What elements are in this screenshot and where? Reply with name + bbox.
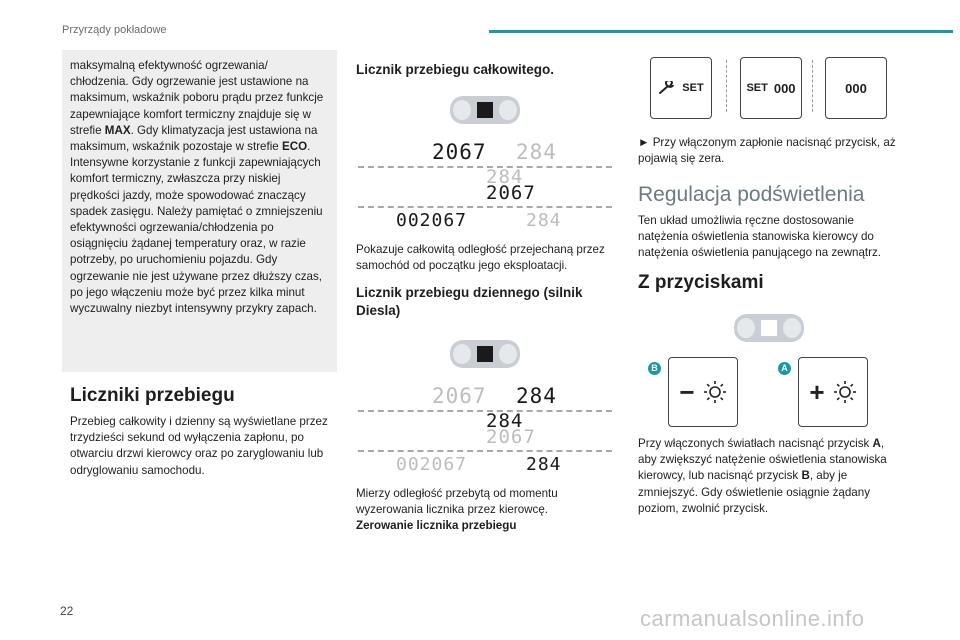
watermark: carmanualsonline.info bbox=[640, 606, 865, 631]
divider bbox=[358, 166, 612, 168]
minus-sign: − bbox=[679, 376, 695, 407]
info-note-box bbox=[62, 50, 337, 372]
divider bbox=[358, 450, 612, 452]
trip-odometer-display bbox=[356, 384, 614, 476]
set-label: SET bbox=[682, 82, 704, 94]
dashboard-cluster-icon bbox=[446, 90, 524, 130]
total-row1-a: 2067 bbox=[432, 140, 487, 164]
trip-row2-b: 2067 bbox=[486, 426, 536, 448]
dashboard-cluster-icon bbox=[730, 308, 808, 348]
header-title: Przyrządy pokładowe bbox=[62, 24, 167, 36]
lighting-title: Regulacja podświetlenia bbox=[638, 183, 865, 206]
reset-step-zero bbox=[825, 57, 887, 119]
step-separator bbox=[726, 60, 727, 112]
total-row2-a: 284 bbox=[486, 166, 524, 188]
plus-sign: + bbox=[809, 376, 825, 407]
reset-step-set bbox=[650, 57, 712, 119]
divider bbox=[358, 410, 612, 412]
total-odometer-desc: Pokazuje całkowitą odległość przejechaną przez samochód od początku jego eksploatacji. bbox=[356, 243, 605, 273]
wrench-icon bbox=[658, 81, 676, 95]
brightness-up-button[interactable] bbox=[798, 357, 868, 427]
zero-label: 000 bbox=[773, 80, 796, 96]
lighting-desc: Ten układ umożliwia ręczne dostosowanie natężenia oświetlenia stanowiska kierowcy do natężenia oświetlenia panującego na zewnątrz. bbox=[638, 214, 881, 260]
brightness-down-button[interactable] bbox=[668, 357, 738, 427]
zero-label: 000 bbox=[845, 80, 867, 96]
page-number: 22 bbox=[60, 604, 74, 618]
counters-body: Przebieg całkowity i dzienny są wyświetlane przez trzydzieści sekund od wyłączenia zapłonu, po otwarciu drzwi kierowcy oraz po zaryglowaniu lub odryglowaniu samochodu. bbox=[70, 415, 328, 477]
step-separator bbox=[812, 60, 813, 112]
total-row3-a: 002067 bbox=[396, 210, 468, 231]
note-text: maksymalną efektywność ogrzewania/ chłodzenia. Gdy ogrzewanie jest ustawione na maksimum, wskaźnik poboru prądu przez funkcje zapewniające komfort termiczny znajduje się w strefie MAX. Gdy klimatyzacja jest ustawiona na maksimum, wskaźnik pozostaje w strefie ECO. Intensywne korzystanie z funkcji zapewniających komfort termiczny, zwłaszcza przy niskiej prędkości jazdy, może spowodować znaczący spadek zasięgu. Należy pamiętać o zmniejszeniu efektywności ogrzewania/chłodzenia po osiągnięciu żądanej temperatury oraz, w razie potrzeby, po uruchomieniu pojazdu. Gdy ogrzewanie nie jest używane przez dłuższy czas, po jego włączeniu może być przez kilka minut wyczuwalny niezbyt intensywny przykry zapach. bbox=[70, 59, 324, 316]
trip-row3-a: 002067 bbox=[396, 454, 468, 475]
reset-step-set-zero bbox=[740, 57, 802, 119]
trip-row2-a: 284 bbox=[486, 410, 524, 432]
badge-a: A bbox=[778, 362, 791, 375]
trip-odometer-heading: Licznik przebiegu dziennego (silnik Diesla) bbox=[356, 285, 583, 318]
total-odometer-display bbox=[356, 140, 614, 232]
trip-odometer-desc: Mierzy odległość przebytą od momentu wyzerowania licznika przez kierowcę. Zerowanie licznika przebiegu bbox=[356, 486, 606, 535]
divider bbox=[358, 206, 612, 208]
reset-instruction: ► Przy włączonym zapłonie nacisnąć przycisk, aż pojawią się zera. bbox=[638, 136, 896, 166]
badge-b: B bbox=[648, 362, 661, 375]
set-label: SET bbox=[746, 82, 768, 94]
total-row2-b: 2067 bbox=[486, 182, 536, 204]
with-buttons-heading: Z przyciskami bbox=[638, 272, 764, 293]
lighting-instruction: Przy włączonych światłach nacisnąć przycisk A, aby zwiększyć natężenie oświetlenia stanowiska kierowcy, lub nacisnąć przycisk B, aby je zmniejszyć. Gdy oświetlenie osiągnie żądany poziom, zwolnić przycisk. bbox=[638, 437, 887, 515]
dashboard-cluster-icon bbox=[446, 334, 524, 374]
trip-row1-b: 284 bbox=[516, 384, 557, 408]
total-odometer-heading: Licznik przebiegu całkowitego. bbox=[356, 62, 555, 77]
sun-icon bbox=[703, 380, 727, 404]
trip-row1-a: 2067 bbox=[432, 384, 487, 408]
sun-icon bbox=[833, 380, 857, 404]
header-accent-bar bbox=[489, 30, 953, 33]
total-row3-b: 284 bbox=[526, 210, 562, 231]
total-row1-b: 284 bbox=[516, 140, 557, 164]
counters-title: Liczniki przebiegu bbox=[70, 385, 235, 406]
trip-row3-b: 284 bbox=[526, 454, 562, 475]
reset-label: Zerowanie licznika przebiegu bbox=[356, 519, 517, 533]
